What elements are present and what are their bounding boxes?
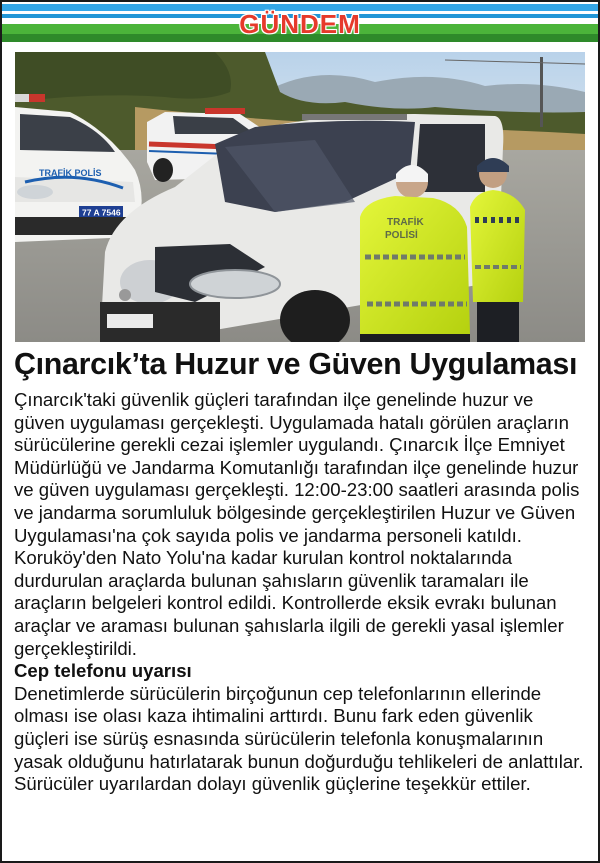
front-car-plate: 77 A 7546 xyxy=(82,207,121,218)
article-subheading: Cep telefonu uyarısı xyxy=(14,660,192,682)
vest-text-2: POLİSİ xyxy=(385,230,418,241)
article-body xyxy=(14,389,588,796)
roof-rails xyxy=(302,114,407,120)
vest-text-1: TRAFİK xyxy=(387,217,424,228)
article-headline: Çınarcık’ta Huzur ve Güven Uygulaması xyxy=(14,346,578,381)
article-paragraph-1: Çınarcık'taki güvenlik güçleri tarafından ilçe genelinde huzur ve güven uygulaması gerçekleşti. Uygulamada hatalı görülen araçların sürücülerine gerekli cezai işlemler uygulandı. Çınarcık İlçe Emniyet Müdürlüğü ve Jandarma Komutanlığı tarafından ilçe genelinde huzur ve güven uygulaması gerçekleşti. 12:00-23:00 saatleri arasında polis ve jandarma sorumluluk bölgesinde gerçekleştirilen Huzur ve Güven Uygulaması'na çok sayıda polis ve jandarma personeli katıldı. Koruköy'den Nato Yolu'na kadar kurulan kontrol noktalarında durdurulan araçlarda bulunan şahısların güvenlik taramaları ile araçların belgeleri kontrol edildi. Kontrollerde eksik evrakı bulunan araçlar ve araması bulunan şahıslarla ilgili de gerekli yasal işlemler gerçekleştirildi. xyxy=(14,389,580,659)
section-header-bar xyxy=(2,4,598,42)
police-car-text: TRAFİK POLİS xyxy=(39,168,102,178)
trees-left xyxy=(15,52,231,102)
article-paragraph-2: Denetimlerde sürücülerin birçoğunun cep telefonlarının ellerinde olması ise olası kaza ihtimalini arttırdı. Bunu fark eden güvenlik güçleri ise sürüş esnasında sürücülerin telefonla konuşmalarının yasak olduğunu hatırlatarak bunun doğurduğu tehlikeleri de anlattılar. Sürücüler uyarılardan dolayı güvenlik güçlerine teşekkür ettiler. xyxy=(14,682,584,795)
utility-pole xyxy=(540,57,543,127)
photo-illustration xyxy=(15,52,585,342)
section-label: GÜNDEM xyxy=(239,9,361,39)
article-photo xyxy=(15,52,585,342)
